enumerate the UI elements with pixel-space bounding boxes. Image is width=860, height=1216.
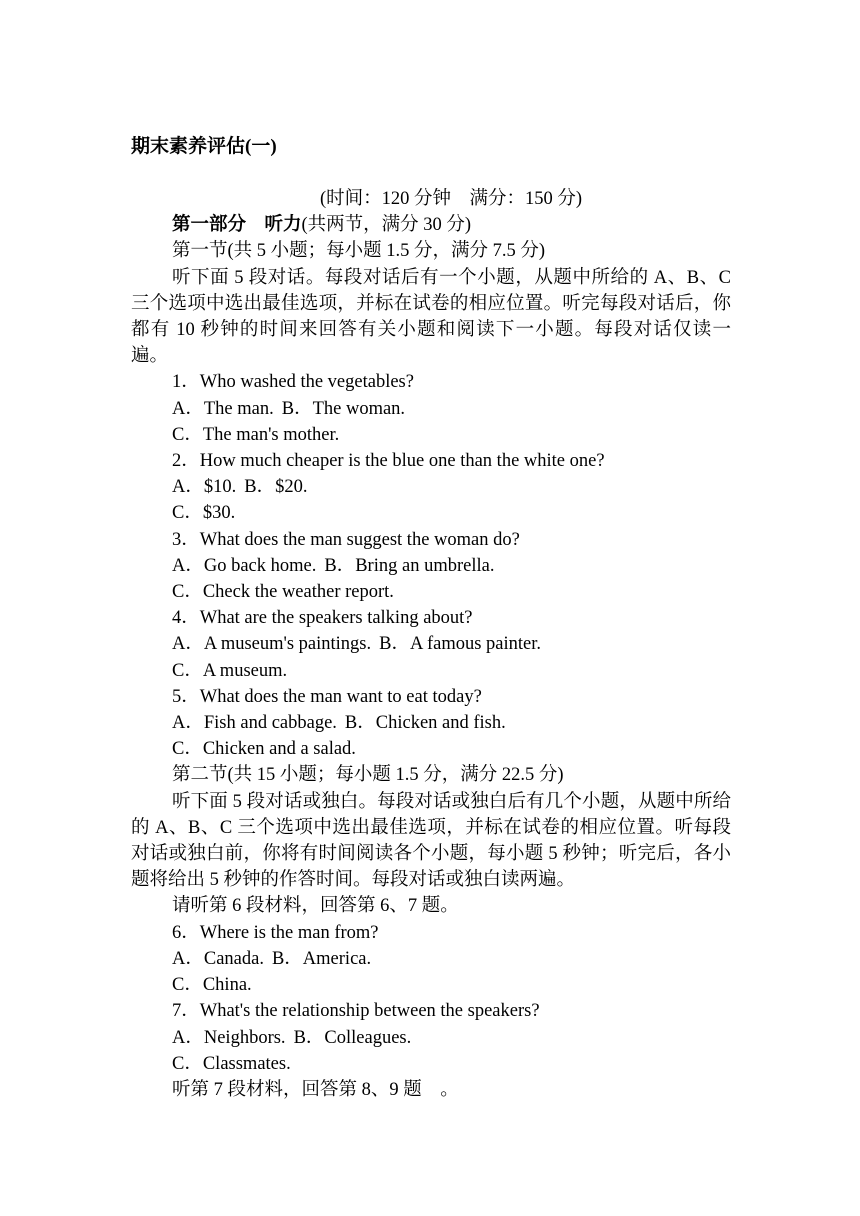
option-a: A．Fish and cabbage.: [172, 713, 337, 734]
question-stem: 3．What does the man suggest the woman do?: [172, 529, 520, 550]
question-options-ab: [131, 553, 731, 579]
document-title: 期末素养评估(一): [131, 136, 277, 157]
part1-heading-rest: (共两节，满分 30 分): [301, 215, 472, 236]
question-stem: 2．How much cheaper is the blue one than the white one?: [172, 451, 605, 472]
option-a: A．Canada.: [172, 948, 264, 969]
option-a: A．$10.: [172, 477, 237, 498]
option-c: C．Check the weather report.: [172, 582, 394, 603]
question-stem: 5．What does the man want to eat today?: [172, 686, 482, 707]
option-a: A．Neighbors.: [172, 1027, 286, 1048]
option-c: C．A museum.: [172, 660, 288, 681]
question-options-ab: [131, 631, 731, 657]
option-b: B．America.: [271, 948, 372, 969]
option-a: A．Go back home.: [172, 555, 317, 576]
section1-instructions: 听下面 5 段对话。每段对话后有一个小题，从题中所给的 A、B、C 三个选项中选出最佳选项，并标在试卷的相应位置。听完每段对话后，你都有 10 秒钟的时间来回答有关小题和阅读下一小题。每段对话仅读一遍。: [131, 267, 731, 367]
question-options-ab: [131, 396, 731, 422]
option-c: C．Classmates.: [172, 1053, 291, 1074]
time-info: (时间：120 分钟 满分：150 分): [319, 189, 583, 209]
option-b: B．The woman.: [281, 398, 406, 419]
question-stem: 7．What's the relationship between the speakers?: [172, 1001, 540, 1022]
question-options-ab: [131, 710, 731, 736]
question-options-ab: [131, 946, 731, 972]
option-b: B．Bring an umbrella.: [324, 555, 495, 576]
question-stem: 6．Where is the man from?: [172, 922, 379, 943]
question-options-ab: [131, 474, 731, 500]
section1-heading: 第一节(共 5 小题；每小题 1.5 分，满分 7.5 分): [172, 241, 546, 262]
option-c: C．$30.: [172, 503, 236, 524]
part1-heading: [131, 212, 731, 238]
option-c: C．China.: [172, 975, 252, 996]
part1-heading-bold: 第一部分 听力: [172, 215, 302, 236]
document-body: [131, 186, 731, 1103]
question-stem: 1．Who washed the vegetables?: [172, 372, 414, 393]
option-c: C．Chicken and a salad.: [172, 739, 356, 760]
option-a: A．A museum's paintings.: [172, 634, 372, 655]
question-stem: 4．What are the speakers talking about?: [172, 608, 473, 629]
option-b: B．Colleagues.: [293, 1027, 412, 1048]
option-b: B．$20.: [244, 477, 308, 498]
material-6-intro: 请听第 6 段材料，回答第 6、7 题。: [172, 896, 459, 917]
option-b: B．Chicken and fish.: [344, 713, 506, 734]
section2-instructions: 听下面 5 段对话或独白。每段对话或独白后有几个小题，从题中所给的 A、B、C 三个选项中选出最佳选项，并标在试卷的相应位置。听每段对话或独白前，你将有时间阅读各个小题，每小题 5 秒钟；听完后，各小题将给出 5 秒钟的作答时间。每段对话或独白读两遍。: [131, 791, 731, 891]
option-c: C．The man's mother.: [172, 424, 340, 445]
material-7-intro: 听第 7 段材料，回答第 8、9 题 。: [172, 1079, 459, 1100]
section2-heading: 第二节(共 15 小题；每小题 1.5 分，满分 22.5 分): [172, 765, 564, 786]
question-options-ab: [131, 1025, 731, 1051]
option-a: A．The man.: [172, 398, 274, 419]
option-b: B．A famous painter.: [379, 634, 541, 655]
